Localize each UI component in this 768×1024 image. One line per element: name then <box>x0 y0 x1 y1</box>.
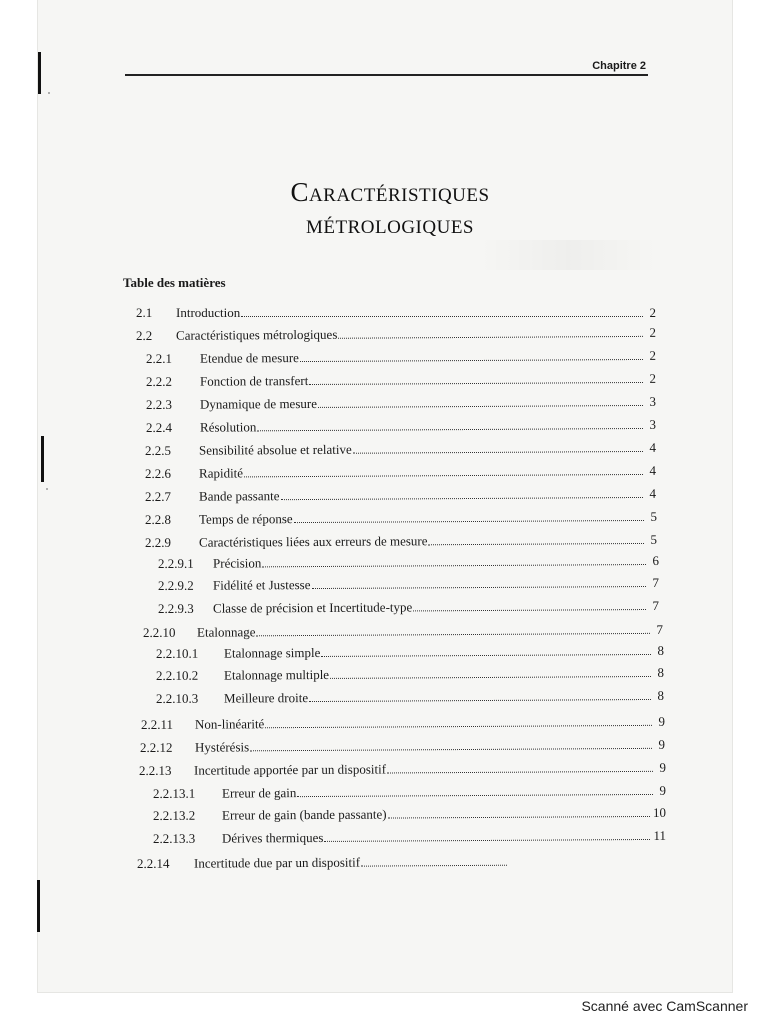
toc-entry-number: 2.2.9 <box>144 534 172 550</box>
toc-entry[interactable] <box>146 394 656 413</box>
scanner-watermark: Scanné avec CamScanner <box>581 998 748 1014</box>
toc-entry[interactable] <box>145 440 656 459</box>
toc-dot-leader <box>330 666 651 679</box>
toc-entry-page: 2 <box>649 347 657 363</box>
toc-entry-number: 2.1 <box>136 305 153 320</box>
toc-dot-leader <box>387 761 653 774</box>
toc-entry[interactable] <box>146 348 656 367</box>
toc-dot-leader <box>300 349 643 362</box>
toc-dot-leader <box>250 738 652 751</box>
toc-entry-title: Introduction <box>176 305 241 320</box>
toc-entry-title: Caractéristiques liées aux erreurs de mesure <box>198 533 428 550</box>
toc-entry-page: 8 <box>657 642 665 658</box>
toc-entry-page: 3 <box>649 416 657 432</box>
toc-dot-leader <box>297 784 653 797</box>
toc-dot-leader <box>311 576 646 589</box>
toc-entry-page: 2 <box>649 370 657 386</box>
toc-entry[interactable] <box>143 622 663 641</box>
toc-entry-page: 7 <box>652 597 660 613</box>
toc-dot-leader <box>309 689 651 702</box>
toc-entry-number: 2.2.3 <box>145 396 173 412</box>
toc-entry-page: 2 <box>649 305 656 320</box>
toc-entry[interactable] <box>158 553 659 572</box>
toc-dot-leader <box>280 487 643 500</box>
toc-entry[interactable] <box>145 509 657 528</box>
toc-entry-title: Dérives thermiques <box>221 829 324 846</box>
toc-dot-leader <box>265 715 652 728</box>
toc-entry[interactable] <box>136 325 656 344</box>
toc-entry-number: 2.2.10.3 <box>155 690 199 706</box>
toc-entry-title: Caractéristiques métrologiques <box>175 326 338 343</box>
toc-entry[interactable] <box>145 532 657 551</box>
toc-entry-number: 2.2.9.3 <box>157 600 194 616</box>
toc-entry-title: Sensibilité absolue et relative <box>198 441 352 458</box>
toc-entry-page: 3 <box>649 393 657 409</box>
toc-heading: Table des matières <box>123 275 226 290</box>
toc-entry[interactable] <box>146 371 656 390</box>
toc-entry-page: 4 <box>649 485 657 501</box>
toc-entry-title: Résolution <box>199 419 257 435</box>
toc-entry-number: 2.2.13.1 <box>152 785 196 801</box>
toc-entry[interactable] <box>145 463 656 482</box>
toc-entry-number: 2.2.9.1 <box>157 555 194 571</box>
toc-entry[interactable] <box>141 714 665 733</box>
toc-entry-number: 2.2.10 <box>142 624 176 640</box>
toc-dot-leader <box>361 855 507 867</box>
toc-entry[interactable] <box>137 854 520 872</box>
toc-entry[interactable] <box>153 805 666 824</box>
toc-entry-page: 8 <box>657 664 665 680</box>
toc-entry-title: Bande passante <box>198 488 280 504</box>
toc-entry-number: 2.2.7 <box>144 488 172 504</box>
toc-entry-page: 7 <box>652 574 660 590</box>
toc-entry-page: 9 <box>658 736 666 752</box>
toc-dot-leader <box>388 806 650 819</box>
title-line-1: Caractéristiques <box>290 177 490 207</box>
toc-entry[interactable] <box>136 305 656 321</box>
toc-dot-leader <box>256 623 650 636</box>
toc-entry[interactable] <box>146 417 656 436</box>
toc-entry-page: 9 <box>659 782 667 798</box>
toc-entry-number: 2.2.14 <box>136 855 170 871</box>
toc-entry-number: 2.2 <box>135 327 153 343</box>
toc-dot-leader <box>262 554 646 567</box>
toc-entry-title: Dynamique de mesure <box>199 395 318 412</box>
toc-entry[interactable] <box>140 737 665 756</box>
toc-entry[interactable] <box>156 665 664 684</box>
toc-entry-number: 2.2.11 <box>140 716 174 732</box>
toc-dot-leader <box>324 829 650 842</box>
toc-entry-number: 2.2.5 <box>144 442 172 458</box>
toc-entry-page: 2 <box>649 324 657 340</box>
toc-entry[interactable] <box>158 575 659 594</box>
chapter-label: Chapitre 2 <box>592 60 646 72</box>
toc-entry-page: 10 <box>652 804 667 820</box>
toc-entry-title: Fonction de transfert <box>199 373 309 389</box>
toc-entry-title: Erreur de gain <box>221 785 297 801</box>
toc-entry-title: Meilleure droite <box>223 690 309 706</box>
toc-entry-number: 2.2.4 <box>145 419 173 435</box>
toc-dot-leader <box>241 306 643 317</box>
toc-entry-page: 9 <box>658 713 666 729</box>
toc-dot-leader <box>338 326 643 339</box>
toc-dot-leader <box>321 644 651 657</box>
toc-entry-page: 11 <box>653 827 667 843</box>
toc-entry[interactable] <box>156 688 664 707</box>
toc-entry-page: 4 <box>649 462 657 478</box>
toc-entry-title: Temps de réponse <box>198 511 293 527</box>
toc-entry-number: 2.2.1 <box>145 350 173 366</box>
toc-entry-number: 2.2.9.2 <box>157 577 194 593</box>
toc-entry-title: Etalonnage multiple <box>223 666 330 683</box>
toc-entry-title: Etendue de mesure <box>199 350 299 366</box>
toc-dot-leader <box>428 533 644 545</box>
toc-entry-page: 5 <box>650 508 658 524</box>
toc-dot-leader <box>294 510 644 523</box>
toc-entry-title: Classe de précision et Incertitude-type <box>212 599 413 616</box>
toc-entry[interactable] <box>158 598 659 617</box>
toc-entry[interactable] <box>156 643 664 662</box>
toc-entry-number: 2.2.8 <box>144 511 172 527</box>
toc-entry-page: 7 <box>656 621 664 637</box>
toc-entry-page: 8 <box>657 687 665 703</box>
toc-entry-title: Hystérésis <box>194 739 250 755</box>
toc-entry[interactable] <box>145 486 656 505</box>
toc-entry-title: Non-linéarité <box>194 716 265 732</box>
toc-dot-leader <box>257 418 643 431</box>
toc-entry-number: 2.2.6 <box>144 465 172 481</box>
title-line-2: métrologiques <box>306 209 474 239</box>
toc-entry-number: 2.2.10.2 <box>155 667 199 683</box>
toc-entry-title: Erreur de gain (bande passante) <box>221 806 387 823</box>
toc-dot-leader <box>318 395 643 408</box>
toc-entry-number: 2.2.10.1 <box>155 645 199 661</box>
toc-entry-page: 6 <box>652 552 660 568</box>
toc-entry-page: 9 <box>659 759 667 775</box>
toc-entry-number: 2.2.13 <box>138 762 172 778</box>
toc-entry-title: Etalonnage simple <box>223 644 321 661</box>
toc-entry-title: Fidélité et Justesse <box>212 577 311 593</box>
toc-entry-number: 2.2.12 <box>139 739 173 755</box>
toc-entry-title: Incertitude due par un dispositif <box>193 854 361 871</box>
toc-dot-leader <box>244 464 643 477</box>
toc-entry-title: Rapidité <box>198 465 244 481</box>
toc-entry-title: Précision <box>212 555 262 571</box>
toc-entry-number: 2.2.13.2 <box>152 807 196 823</box>
toc-entry-page: 5 <box>650 531 658 547</box>
toc-entry-title: Etalonnage <box>196 624 256 640</box>
toc-entry-page: 4 <box>649 439 657 455</box>
toc-entry[interactable] <box>139 760 666 779</box>
toc-entry[interactable] <box>153 828 666 847</box>
toc-dot-leader <box>353 441 643 454</box>
toc-entry-title: Incertitude apportée par un dispositif <box>193 761 387 778</box>
toc-entry-number: 2.2.13.3 <box>152 830 196 846</box>
toc-dot-leader <box>413 599 646 611</box>
toc-entry[interactable] <box>153 783 666 802</box>
toc-dot-leader <box>309 372 643 385</box>
toc-entry-number: 2.2.2 <box>145 373 173 389</box>
